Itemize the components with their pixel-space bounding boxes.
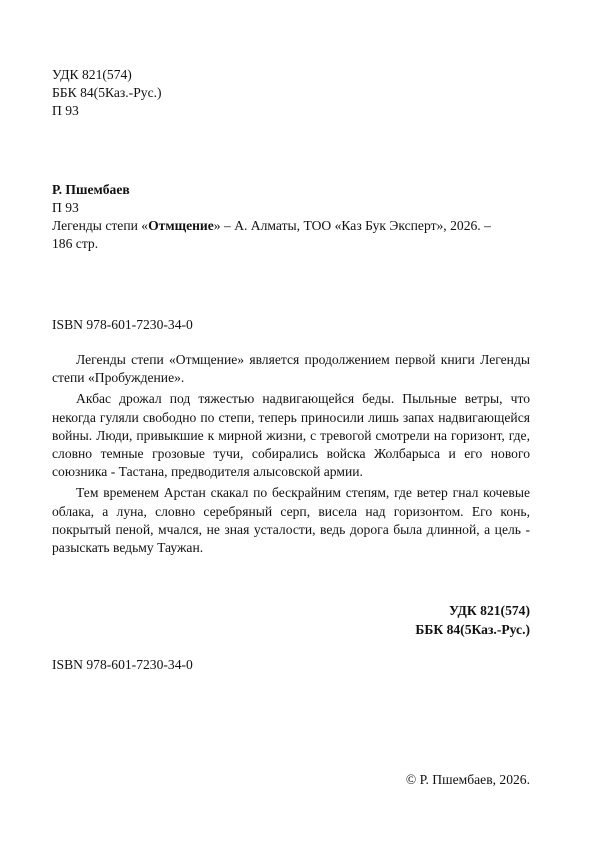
author-mark: П 93 bbox=[52, 200, 79, 215]
isbn-top: ISBN 978-601-7230-34-0 bbox=[52, 317, 193, 332]
classification-codes-bottom bbox=[415, 601, 530, 639]
publication-info: » – А. Алматы, ТОО «Каз Бук Эксперт», 2026. – bbox=[213, 218, 491, 233]
author-mark: П 93 bbox=[52, 103, 79, 118]
page-count: 186 стр. bbox=[52, 236, 99, 251]
title-prefix: Легенды степи « bbox=[52, 218, 149, 233]
book-title: Отмщение bbox=[148, 218, 214, 233]
author-name: Р. Пшембаев bbox=[52, 182, 130, 197]
annotation bbox=[52, 351, 530, 560]
udk-code: УДК 821(574) bbox=[448, 603, 530, 618]
annotation-paragraph: Легенды степи «Отмщение» является продолжением первой книги Легенды степи «Пробуждение». bbox=[52, 352, 530, 386]
udk-code: УДК 821(574) bbox=[52, 67, 132, 82]
annotation-paragraph: Тем временем Арстан скакал по бескрайним степям, где ветер гнал кочевые облака, а луна, словно серебряный серп, висела над горизонтом. Его конь, покрытый пеной, мчался, не зная усталости, ведь дорога была длинной, а цель - разыскать ведьму Таужан. bbox=[52, 485, 530, 556]
title-line bbox=[52, 217, 491, 235]
isbn-bottom: ISBN 978-601-7230-34-0 bbox=[52, 657, 193, 672]
annotation-paragraph: Акбас дрожал под тяжестью надвигающейся беды. Пыльные ветры, что некогда гуляли свободно по степи, теперь приносили лишь запах надвигающейся войны. Люди, привыкшие к мирной жизни, с тревогой смотрели на горизонт, где, словно темные грозовые тучи, собирались войска Жолбарыса и его нового союзника - Тастана, предводителя алысовской армии. bbox=[52, 391, 530, 480]
copyright-notice: © Р. Пшембаев, 2026. bbox=[405, 772, 530, 787]
bbk-code: ББК 84(5Каз.-Рус.) bbox=[52, 85, 162, 100]
bibliographic-record bbox=[52, 181, 491, 253]
classification-codes-top bbox=[52, 66, 162, 120]
bbk-code: ББК 84(5Каз.-Рус.) bbox=[415, 622, 530, 637]
